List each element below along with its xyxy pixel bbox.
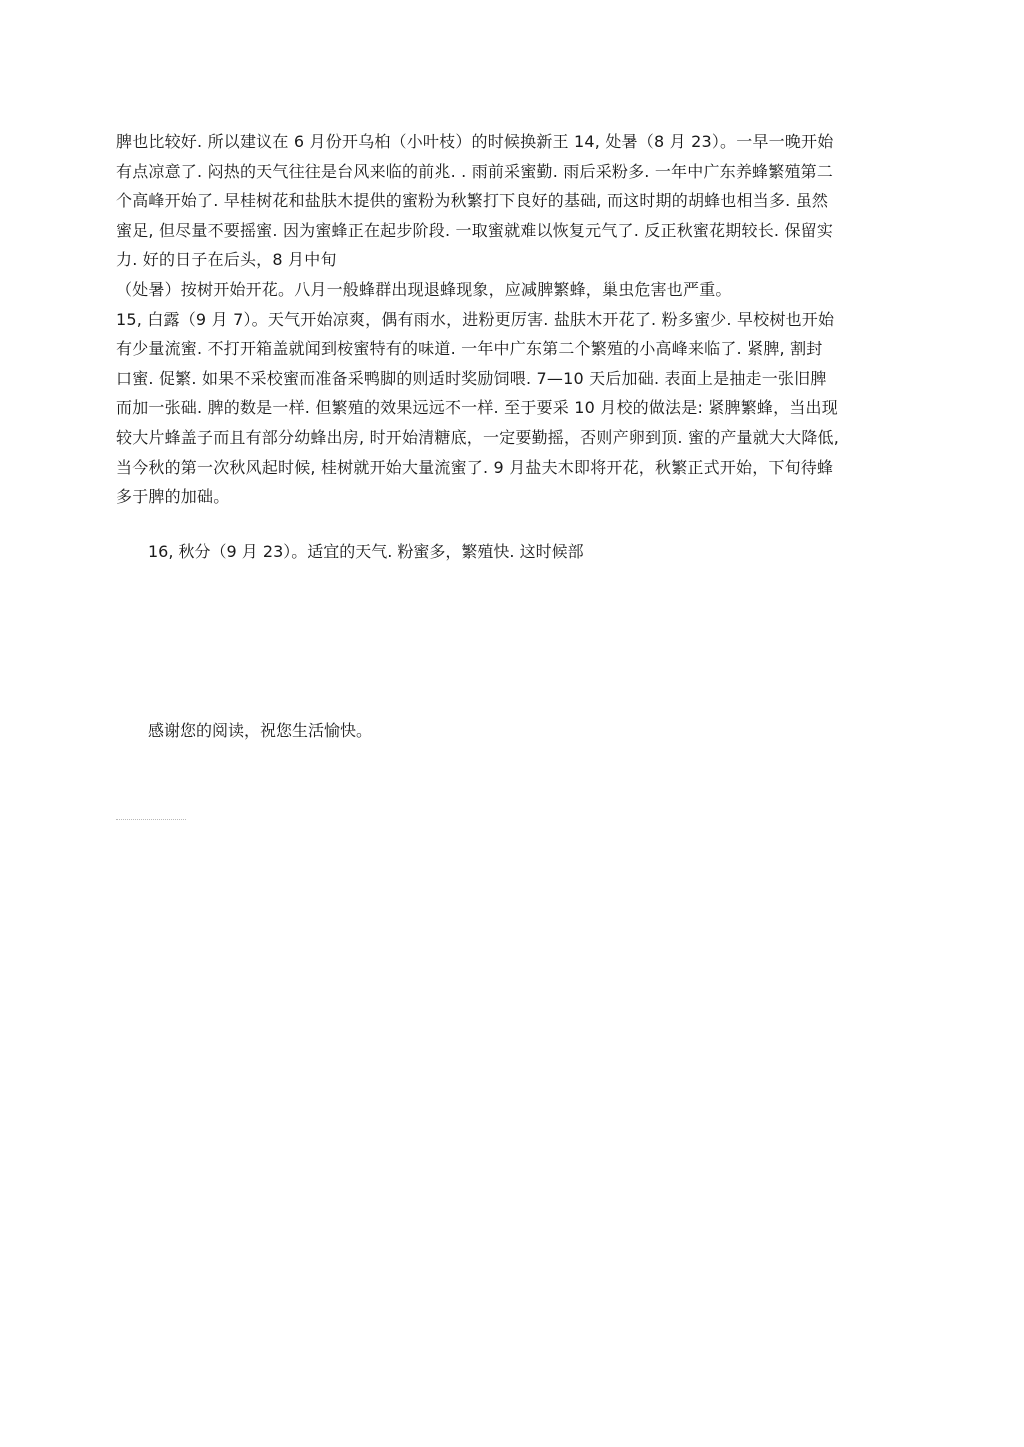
text-line: 个高峰开始了. 早桂树花和盐肤木提供的蜜粉为秋繁打下良好的基础, 而这时期的胡蜂也相当多. 虽然 [116, 191, 829, 211]
text-line: 蜜足, 但尽量不要摇蜜. 因为蜜蜂正在起步阶段. 一取蜜就难以恢复元气了. 反正秋蜜花期较长. 保留实 [116, 220, 834, 240]
text-line: 而加一张础. 脾的数是一样. 但繁殖的效果远远不一样. 至于要采 10 月校的做法是: 紧脾繁蜂，当出现 [116, 398, 838, 418]
text-line: 有点凉意了. 闷热的天气往往是台风来临的前兆. . 雨前采蜜勤. 雨后采粉多. 一年中广东养蜂繁殖第二 [116, 161, 834, 181]
text-line: 有少量流蜜. 不打开箱盖就闻到桉蜜特有的味道. 一年中广东第二个繁殖的小高峰来临了. 紧脾, 割封 [116, 339, 823, 359]
closing-remark: 感谢您的阅读，祝您生活愉快。 [148, 721, 373, 740]
footnote-divider [116, 819, 186, 820]
text-line: 力. 好的日子在后头，8 月中旬 [116, 250, 337, 270]
text-line: （处暑）按树开始开花。八月一般蜂群出现退蜂现象，应减脾繁蜂，巢虫危害也严重。 [116, 279, 732, 299]
text-line: 口蜜. 促繁. 如果不采校蜜而准备采鸭脚的则适时奖励饲喂. 7—10 天后加础. 表面上是抽走一张旧脾 [116, 368, 827, 388]
text-line: 多于脾的加础。 [116, 487, 230, 507]
main-text-block [116, 127, 916, 512]
text-line: 15, 白露（9 月 7）。天气开始凉爽，偶有雨水，进粉更厉害. 盐肤木开花了. 粉多蜜少. 早校树也开始 [116, 309, 835, 329]
text-line: 当今秋的第一次秋风起时候, 桂树就开始大量流蜜了. 9 月盐夫木即将开花，秋繁正式开始，下旬待蜂 [116, 457, 834, 477]
paragraph-16: 16, 秋分（9 月 23）。适宜的天气. 粉蜜多，繁殖快. 这时候部 [148, 542, 584, 561]
text-line: 脾也比较好. 所以建议在 6 月份开乌桕（小叶枝）的时候换新王 14, 处暑（8 月 23）。一早一晚开始 [116, 132, 834, 151]
text-line: 较大片蜂盖子而且有部分幼蜂出房, 时开始清糖底，一定要勤摇，否则产卵到顶. 蜜的产量就大大降低, [116, 427, 840, 447]
